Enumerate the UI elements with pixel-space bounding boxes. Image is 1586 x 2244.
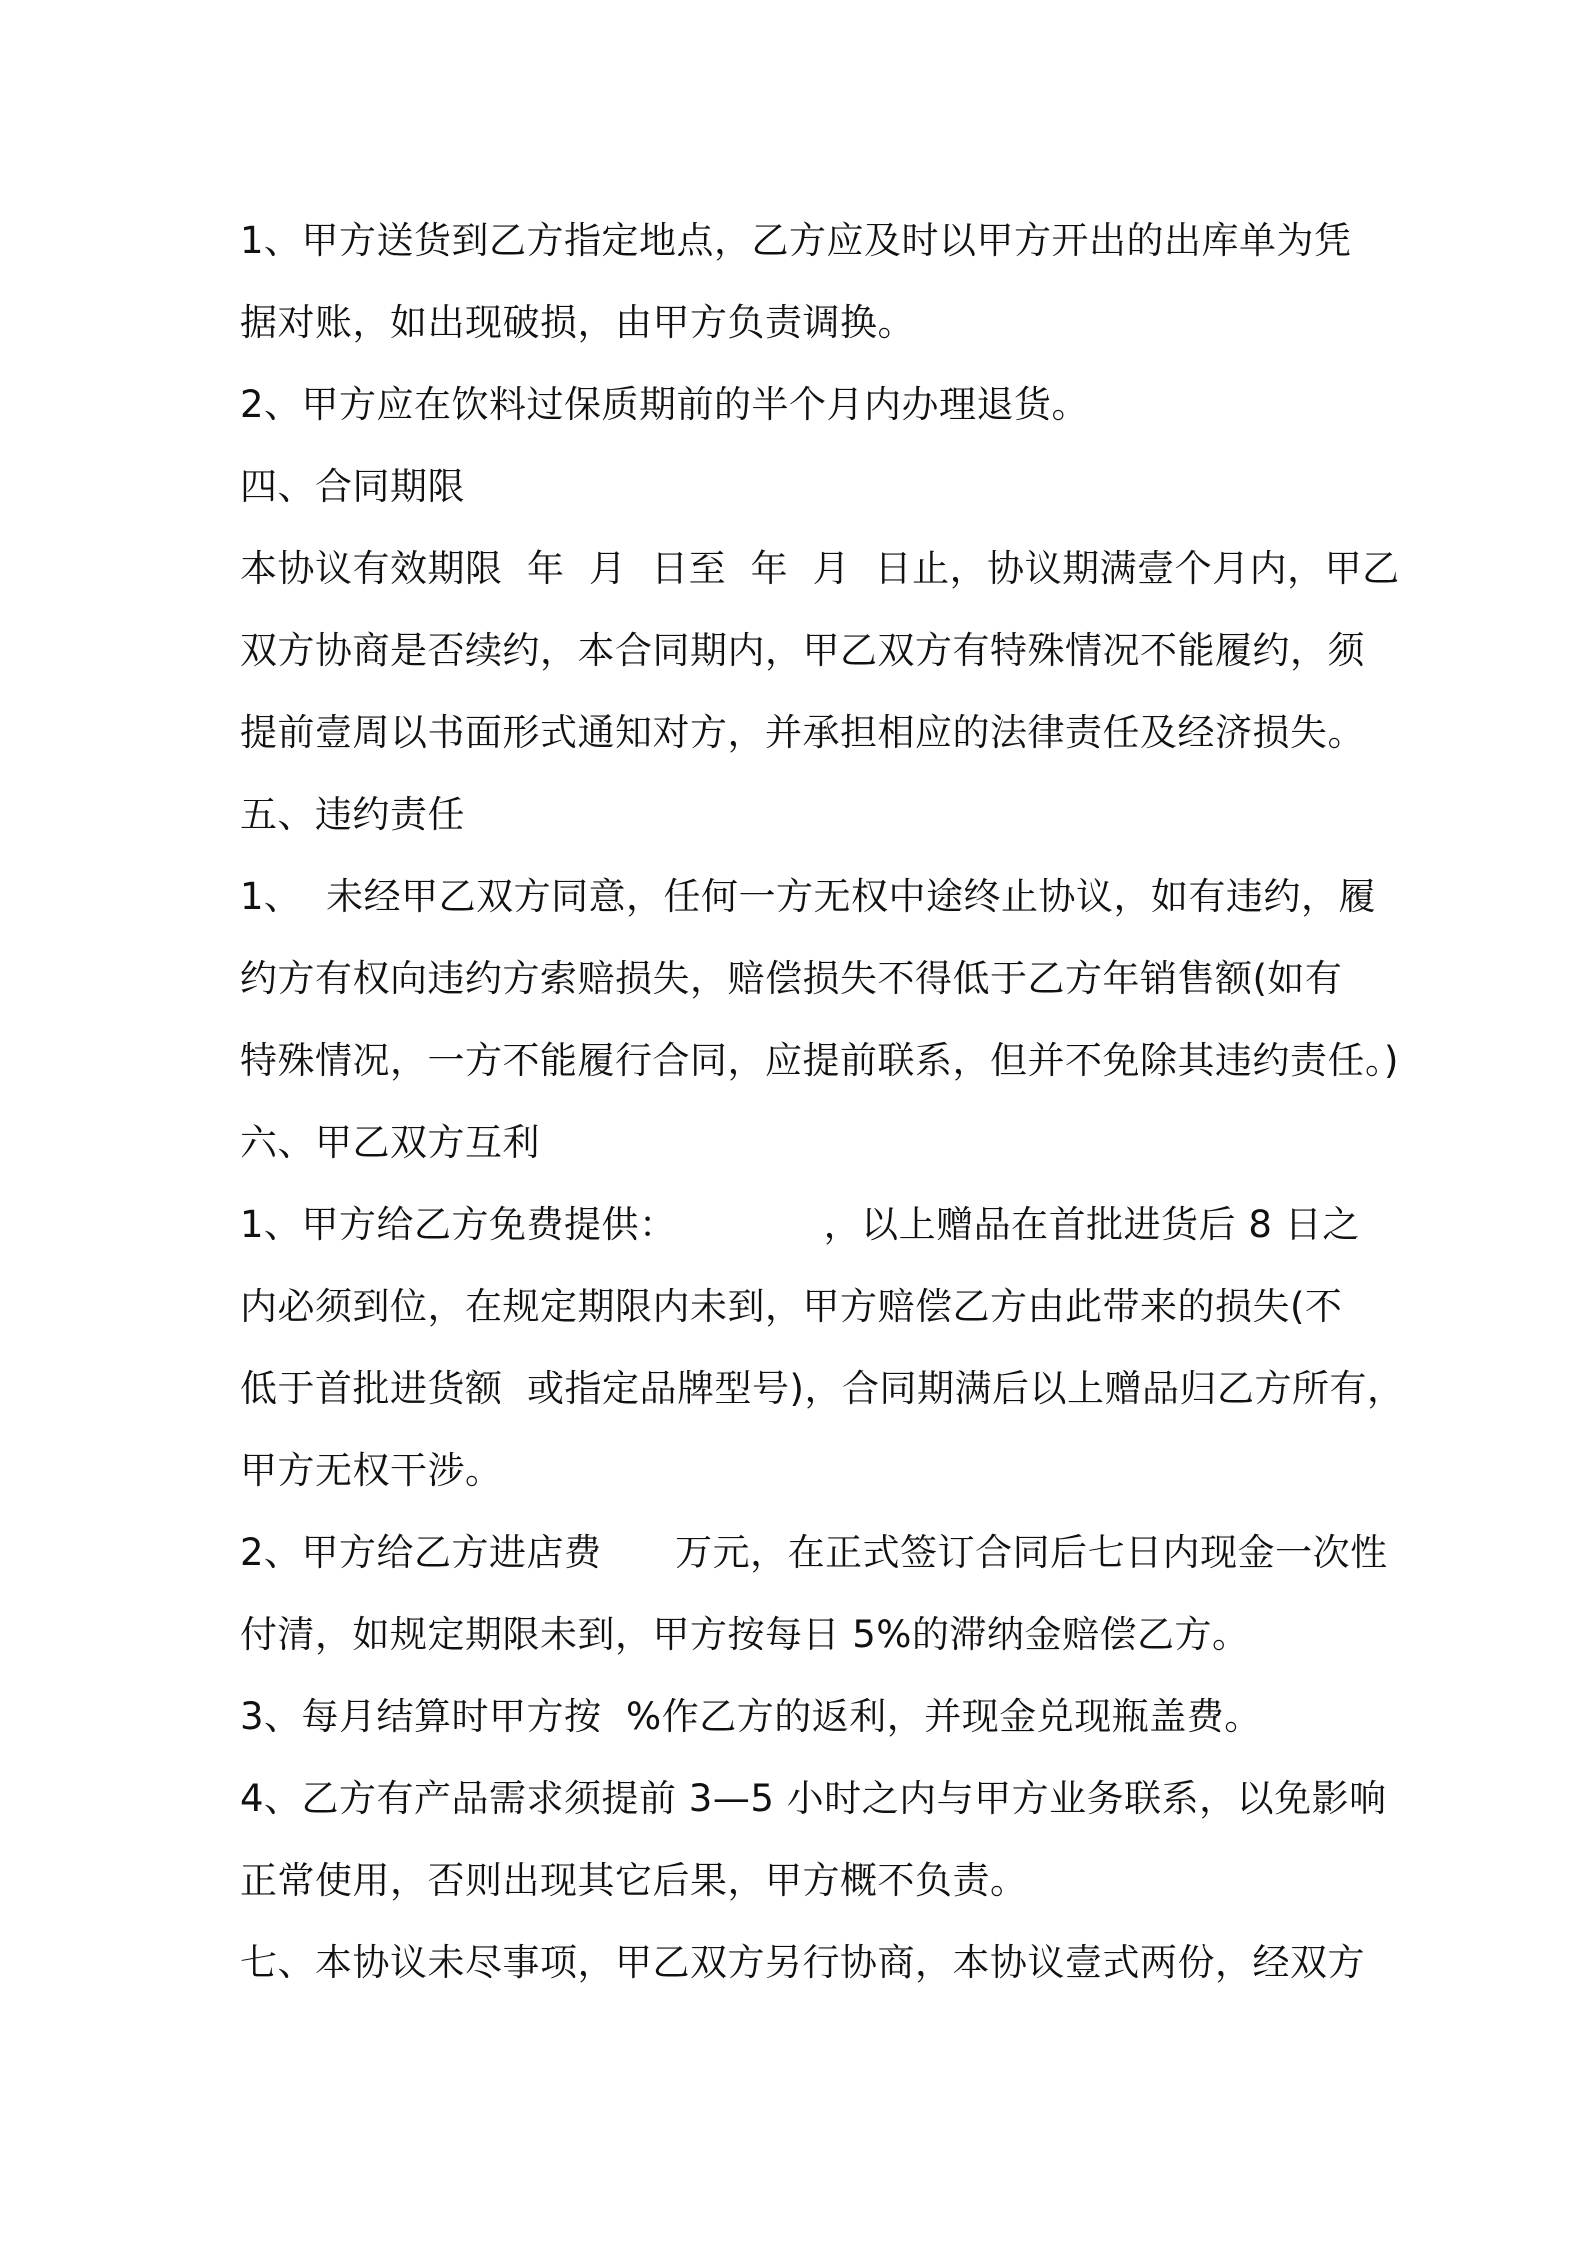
document-body <box>240 200 1405 2004</box>
text-line: 4、乙方有产品需求须提前 3—5 小时之内与甲方业务联系，以免影响 <box>240 1777 1387 1820</box>
section-heading: 五、违约责任 <box>240 793 465 836</box>
section-heading: 七、本协议未尽事项，甲乙双方另行协商，本协议壹式两份，经双方 <box>240 1941 1365 1984</box>
text-line: 1、 未经甲乙双方同意，任何一方无权中途终止协议，如有违约，履 <box>240 875 1377 918</box>
section-heading: 四、合同期限 <box>240 465 465 508</box>
text-line: 付清，如规定期限未到，甲方按每日 5%的滞纳金赔偿乙方。 <box>240 1613 1250 1656</box>
text-line: 2、甲方给乙方进店费 万元，在正式签订合同后七日内现金一次性 <box>240 1531 1388 1574</box>
text-line: 据对账，如出现破损，由甲方负责调换。 <box>240 301 915 344</box>
text-line: 双方协商是否续约，本合同期内，甲乙双方有特殊情况不能履约，须 <box>240 629 1365 672</box>
text-line: 提前壹周以书面形式通知对方，并承担相应的法律责任及经济损失。 <box>240 711 1365 754</box>
text-line: 约方有权向违约方索赔损失，赔偿损失不得低于乙方年销售额(如有 <box>240 957 1343 1000</box>
text-line: 1、甲方送货到乙方指定地点，乙方应及时以甲方开出的出库单为凭 <box>240 219 1352 262</box>
text-line: 正常使用，否则出现其它后果，甲方概不负责。 <box>240 1859 1028 1902</box>
text-line: 本协议有效期限 年 月 日至 年 月 日止，协议期满壹个月内，甲乙 <box>240 547 1400 590</box>
text-line: 甲方无权干涉。 <box>240 1449 503 1492</box>
text-line: 2、甲方应在饮料过保质期前的半个月内办理退货。 <box>240 383 1090 426</box>
text-line: 内必须到位，在规定期限内未到，甲方赔偿乙方由此带来的损失(不 <box>240 1285 1343 1328</box>
text-line: 低于首批进货额 或指定品牌型号)，合同期满后以上赠品归乙方所有， <box>240 1367 1405 1410</box>
text-line: 3、每月结算时甲方按 %作乙方的返利，并现金兑现瓶盖费。 <box>240 1695 1262 1738</box>
text-line: 特殊情况，一方不能履行合同，应提前联系，但并不免除其违约责任。) <box>240 1039 1399 1082</box>
section-heading: 六、甲乙双方互利 <box>240 1121 540 1164</box>
text-line: 1、甲方给乙方免费提供： ，以上赠品在首批进货后 8 日之 <box>240 1203 1360 1246</box>
